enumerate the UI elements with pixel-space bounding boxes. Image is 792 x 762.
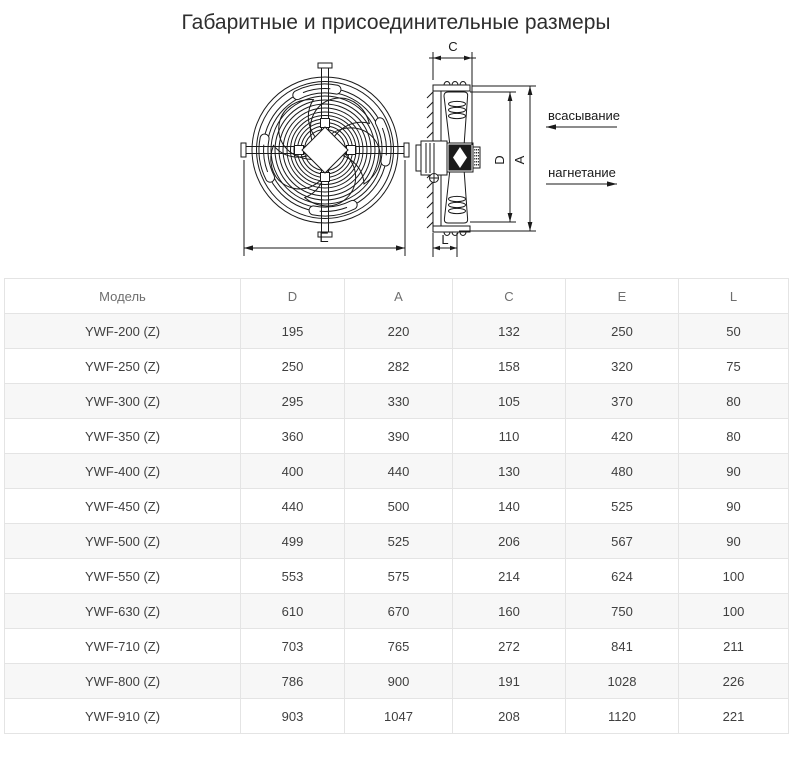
value-cell: 670 <box>345 594 453 629</box>
value-cell: 903 <box>241 699 345 734</box>
value-cell: 75 <box>679 349 789 384</box>
arrow-left-icon <box>433 56 441 61</box>
value-cell: 440 <box>241 489 345 524</box>
discharge-label: нагнетание <box>548 165 616 180</box>
value-cell: 220 <box>345 314 453 349</box>
value-cell: 282 <box>345 349 453 384</box>
value-cell: 211 <box>679 629 789 664</box>
value-cell: 140 <box>453 489 566 524</box>
value-cell: 80 <box>679 384 789 419</box>
value-cell: 440 <box>345 454 453 489</box>
value-cell: 500 <box>345 489 453 524</box>
model-cell: YWF-200 (Z) <box>5 314 241 349</box>
arrow-left-icon <box>433 246 440 250</box>
table-row <box>5 419 789 454</box>
value-cell: 610 <box>241 594 345 629</box>
column-header-l: L <box>679 279 789 314</box>
arrow-up-icon <box>528 86 533 95</box>
value-cell: 400 <box>241 454 345 489</box>
table-row <box>5 489 789 524</box>
dimension-e-label: E <box>319 229 329 245</box>
value-cell: 624 <box>566 559 679 594</box>
value-cell: 295 <box>241 384 345 419</box>
column-header-a: A <box>345 279 453 314</box>
column-header-model: Модель <box>5 279 241 314</box>
value-cell: 841 <box>566 629 679 664</box>
value-cell: 480 <box>566 454 679 489</box>
dimensions-table-body <box>5 314 789 734</box>
table-row <box>5 594 789 629</box>
dimension-d-label: D <box>492 155 507 165</box>
fan-diagram-svg <box>0 36 792 278</box>
suction-label: всасывание <box>548 108 620 123</box>
value-cell: 525 <box>566 489 679 524</box>
value-cell: 499 <box>241 524 345 559</box>
value-cell: 50 <box>679 314 789 349</box>
value-cell: 575 <box>345 559 453 594</box>
value-cell: 160 <box>453 594 566 629</box>
value-cell: 360 <box>241 419 345 454</box>
table-row <box>5 524 789 559</box>
value-cell: 750 <box>566 594 679 629</box>
column-header-c: C <box>453 279 566 314</box>
value-cell: 80 <box>679 419 789 454</box>
value-cell: 370 <box>566 384 679 419</box>
table-row <box>5 384 789 419</box>
value-cell: 130 <box>453 454 566 489</box>
value-cell: 214 <box>453 559 566 594</box>
value-cell: 226 <box>679 664 789 699</box>
value-cell: 132 <box>453 314 566 349</box>
value-cell: 100 <box>679 594 789 629</box>
value-cell: 250 <box>566 314 679 349</box>
value-cell: 158 <box>453 349 566 384</box>
table-row <box>5 314 789 349</box>
value-cell: 703 <box>241 629 345 664</box>
column-header-d: D <box>241 279 345 314</box>
table-row <box>5 559 789 594</box>
arrow-down-icon <box>508 213 513 222</box>
model-cell: YWF-300 (Z) <box>5 384 241 419</box>
dimension-l-label: L <box>441 232 449 247</box>
model-cell: YWF-710 (Z) <box>5 629 241 664</box>
value-cell: 765 <box>345 629 453 664</box>
value-cell: 206 <box>453 524 566 559</box>
value-cell: 250 <box>241 349 345 384</box>
table-row <box>5 629 789 664</box>
value-cell: 110 <box>453 419 566 454</box>
dimensions-table <box>4 278 789 734</box>
model-cell: YWF-550 (Z) <box>5 559 241 594</box>
value-cell: 525 <box>345 524 453 559</box>
value-cell: 1047 <box>345 699 453 734</box>
value-cell: 195 <box>241 314 345 349</box>
arrow-left-icon <box>546 124 556 129</box>
arrow-right-icon <box>396 245 405 250</box>
table-row <box>5 664 789 699</box>
model-cell: YWF-910 (Z) <box>5 699 241 734</box>
model-cell: YWF-500 (Z) <box>5 524 241 559</box>
value-cell: 1120 <box>566 699 679 734</box>
value-cell: 272 <box>453 629 566 664</box>
value-cell: 567 <box>566 524 679 559</box>
value-cell: 100 <box>679 559 789 594</box>
arrow-right-icon <box>450 246 457 250</box>
table-row <box>5 349 789 384</box>
model-cell: YWF-450 (Z) <box>5 489 241 524</box>
arrow-left-icon <box>244 245 253 250</box>
model-cell: YWF-400 (Z) <box>5 454 241 489</box>
value-cell: 105 <box>453 384 566 419</box>
page-title: Габаритные и присоединительные размеры <box>181 11 611 34</box>
fan-side-view <box>416 52 617 257</box>
motor-hub <box>416 141 480 183</box>
value-cell: 191 <box>453 664 566 699</box>
value-cell: 208 <box>453 699 566 734</box>
model-cell: YWF-800 (Z) <box>5 664 241 699</box>
value-cell: 1028 <box>566 664 679 699</box>
value-cell: 330 <box>345 384 453 419</box>
model-cell: YWF-350 (Z) <box>5 419 241 454</box>
value-cell: 90 <box>679 524 789 559</box>
arrow-down-icon <box>528 222 533 231</box>
arrow-right-icon <box>464 56 472 61</box>
dimension-c-label: C <box>448 39 458 54</box>
model-cell: YWF-250 (Z) <box>5 349 241 384</box>
arrow-up-icon <box>508 92 513 101</box>
table-row <box>5 699 789 734</box>
fan-front-view <box>241 63 409 256</box>
value-cell: 320 <box>566 349 679 384</box>
dimension-a-label: A <box>512 155 527 165</box>
value-cell: 390 <box>345 419 453 454</box>
table-header <box>5 279 789 314</box>
fan-dimension-diagram <box>0 36 792 278</box>
value-cell: 420 <box>566 419 679 454</box>
arrow-right-icon <box>607 181 617 186</box>
table-row <box>5 454 789 489</box>
value-cell: 90 <box>679 454 789 489</box>
value-cell: 900 <box>345 664 453 699</box>
column-header-e: E <box>566 279 679 314</box>
value-cell: 221 <box>679 699 789 734</box>
value-cell: 553 <box>241 559 345 594</box>
model-cell: YWF-630 (Z) <box>5 594 241 629</box>
value-cell: 90 <box>679 489 789 524</box>
value-cell: 786 <box>241 664 345 699</box>
